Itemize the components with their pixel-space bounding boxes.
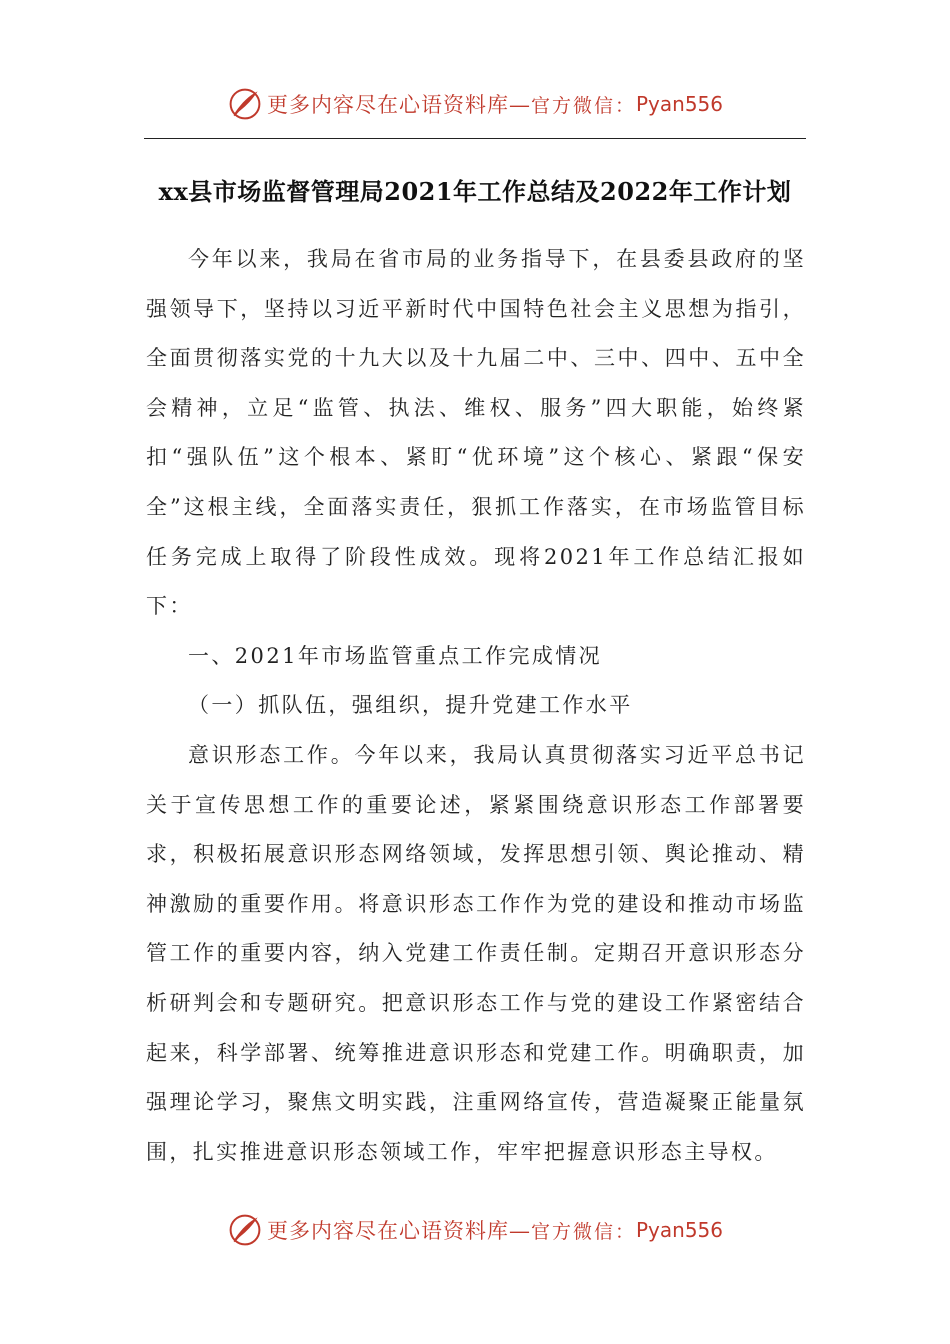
quill-logo-icon	[227, 1212, 263, 1248]
document-body	[146, 235, 806, 1177]
header-banner	[0, 84, 950, 124]
subsection-heading: （一）抓队伍，强组织，提升党建工作水平	[188, 693, 633, 718]
banner-wechat-label: 官方微信：	[530, 1220, 636, 1243]
section-heading: 一、2021年市场监管重点工作完成情况	[188, 643, 603, 668]
banner-text: 更多内容尽在心语资料库—	[266, 1219, 531, 1243]
quill-logo-icon	[227, 86, 263, 122]
document-title: xx县市场监督管理局2021年工作总结及2022年工作计划	[158, 177, 792, 206]
banner-handle: Pyan556	[636, 92, 724, 116]
paragraph-ideology: 意识形态工作。今年以来，我局认真贯彻落实习近平总书记关于宣传思想工作的重要论述，紧紧围绕意识形态工作部署要求，积极拓展意识形态网络领域，发挥思想引领、舆论推动、精神激励的重要作用。将意识形态工作作为党的建设和推动市场监管工作的重要内容，纳入党建工作责任制。定期召开意识形态分析研判会和专题研究。把意识形态工作与党的建设工作紧密结合起来，科学部署、统筹推进意识形态和党建工作。明确职责，加强理论学习，聚焦文明实践，注重网络宣传，营造凝聚正能量氛围，扎实推进意识形态领域工作，牢牢把握意识形态主导权。	[146, 742, 806, 1164]
banner-handle: Pyan556	[636, 1218, 724, 1242]
banner-wechat-label: 官方微信：	[530, 94, 636, 117]
paragraph-intro: 今年以来，我局在省市局的业务指导下，在县委县政府的坚强领导下，坚持以习近平新时代中国特色社会主义思想为指引，全面贯彻落实党的十九大以及十九届二中、三中、四中、五中全会精神，立足“监管、执法、维权、服务”四大职能，始终紧扣“强队伍”这个根本、紧盯“优环境”这个核心、紧跟“保安全”这根主线，全面落实责任，狠抓工作落实，在市场监管目标任务完成上取得了阶段性成效。现将2021年工作总结汇报如下：	[146, 247, 806, 619]
header-divider	[144, 138, 806, 139]
footer-banner	[0, 1210, 950, 1250]
banner-text: 更多内容尽在心语资料库—	[266, 93, 531, 117]
